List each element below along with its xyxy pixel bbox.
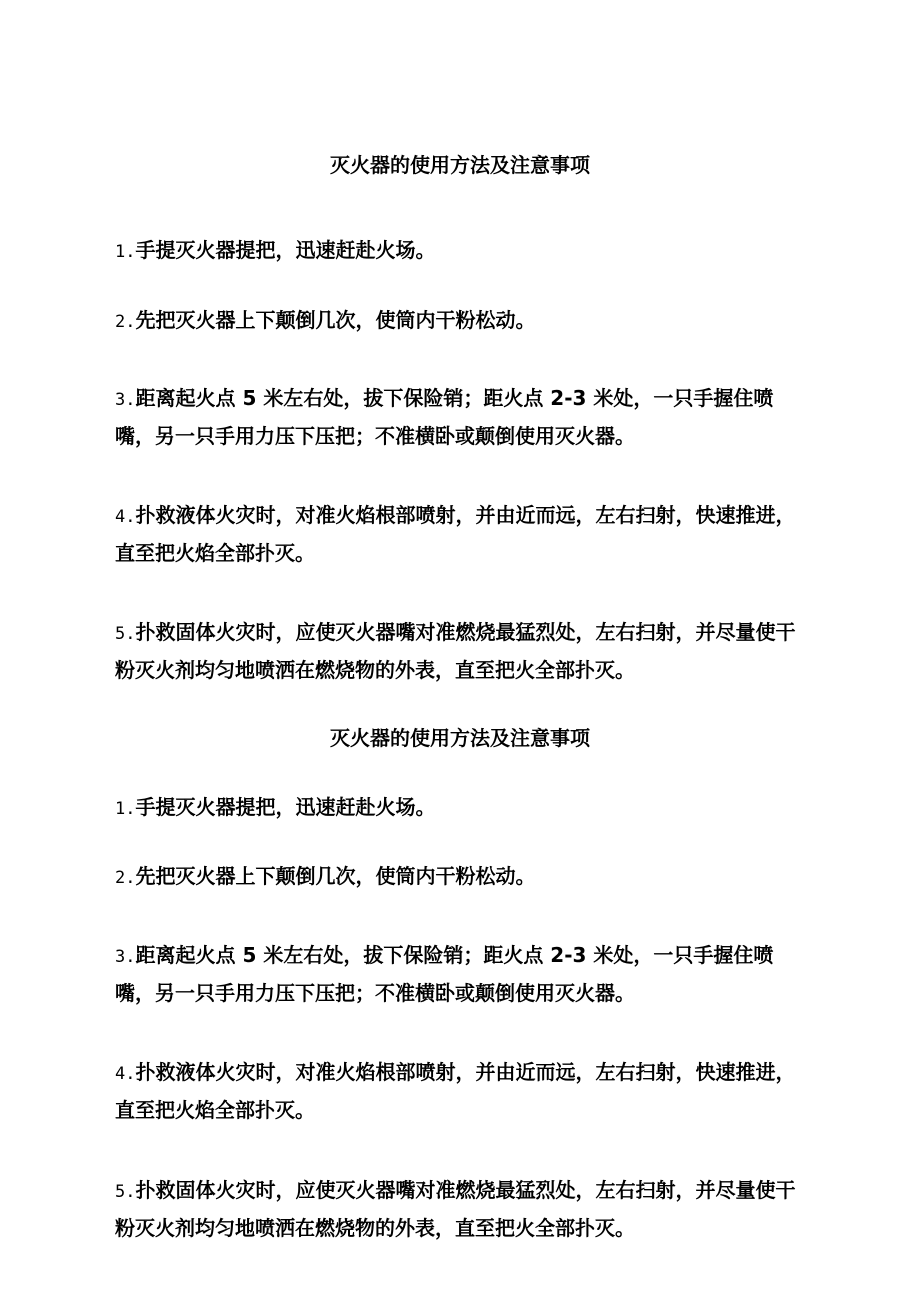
item-text: 扑救固体火灾时，应使灭火器嘴对准燃烧最猛烈处，左右扫射，并尽量使干粉灭火剂均匀地喷洒在燃烧物的外表，直至把火全部扑灭。: [115, 1178, 796, 1240]
section-title: 灭火器的使用方法及注意事项: [330, 153, 590, 177]
list-item: [115, 232, 809, 270]
list-item: [115, 302, 809, 340]
item-number: 2.: [115, 868, 136, 888]
item-number: 4.: [115, 1064, 136, 1084]
list-item: [115, 1054, 809, 1128]
item-text: 手提灭火器提把，迅速赶赴火场。: [135, 238, 436, 262]
item-text: 距离起火点 5 米左右处，拔下保险销；距火点 2-3 米处，一只手握住喷嘴，另一只手用力压下压把；不准横卧或颠倒使用灭火器。: [115, 386, 774, 448]
list-item: [115, 1172, 809, 1246]
list-item: [115, 789, 809, 827]
list-item: [115, 937, 809, 1011]
item-text: 手提灭火器提把，迅速赶赴火场。: [135, 795, 436, 819]
list-item: [115, 858, 809, 896]
list-item: [115, 497, 809, 571]
section-title: 灭火器的使用方法及注意事项: [330, 726, 590, 750]
item-text: 扑救液体火灾时，对准火焰根部喷射，并由近而远，左右扫射，快速推进，直至把火焰全部扑灭。: [115, 1060, 796, 1122]
item-number: 1.: [115, 242, 136, 262]
item-number: 5.: [115, 624, 136, 644]
item-number: 3.: [115, 947, 136, 967]
item-number: 4.: [115, 507, 136, 527]
list-item: [115, 614, 809, 688]
item-number: 5.: [115, 1182, 136, 1202]
item-text: 距离起火点 5 米左右处，拔下保险销；距火点 2-3 米处，一只手握住喷嘴，另一只手用力压下压把；不准横卧或颠倒使用灭火器。: [115, 943, 774, 1005]
item-text: 扑救固体火灾时，应使灭火器嘴对准燃烧最猛烈处，左右扫射，并尽量使干粉灭火剂均匀地喷洒在燃烧物的外表，直至把火全部扑灭。: [115, 620, 796, 682]
item-text: 先把灭火器上下颠倒几次，使筒内干粉松动。: [135, 864, 536, 888]
item-text: 先把灭火器上下颠倒几次，使筒内干粉松动。: [135, 308, 536, 332]
item-number: 2.: [115, 312, 136, 332]
item-number: 3.: [115, 390, 136, 410]
item-text: 扑救液体火灾时，对准火焰根部喷射，并由近而远，左右扫射，快速推进，直至把火焰全部扑灭。: [115, 503, 796, 565]
item-number: 1.: [115, 799, 136, 819]
list-item: [115, 380, 809, 454]
